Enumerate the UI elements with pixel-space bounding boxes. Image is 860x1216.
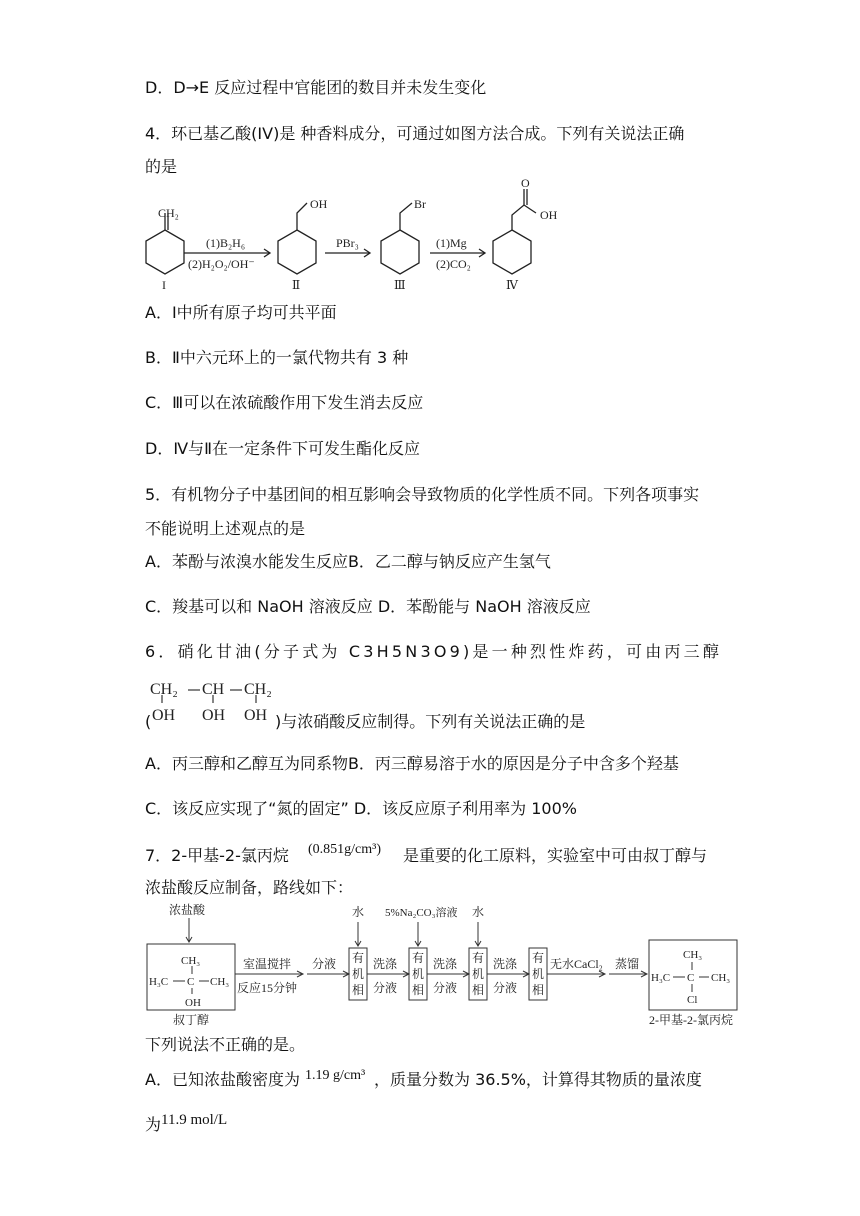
q6-stem-line1: 6．硝化甘油(分子式为 C3H5N3O9)是一种烈性炸药，可由丙三醇 bbox=[145, 642, 723, 661]
glycerol-ch: CH bbox=[202, 681, 225, 698]
hcl-label: 浓盐酸 bbox=[169, 903, 206, 917]
step1-bottom: (2)H₂O₂/OH⁻ bbox=[188, 257, 255, 271]
organic-4-c: 相 bbox=[532, 983, 545, 997]
q4-option-d: D．Ⅳ与Ⅱ在一定条件下可发生酯化反应 bbox=[145, 439, 420, 458]
start-name: 叔丁醇 bbox=[173, 1013, 210, 1027]
q5-options-cd: C．羧基可以和 NaOH 溶液反应 D．苯酚能与 NaOH 溶液反应 bbox=[145, 597, 591, 616]
start-c: C bbox=[187, 976, 195, 988]
q4-stem-line2: 的是 bbox=[145, 157, 178, 176]
q4-reaction-scheme bbox=[140, 175, 600, 295]
start-oh: OH bbox=[185, 997, 201, 1009]
q7-option-a-line1b: ，质量分数为 36.5%，计算得其物质的量浓度 bbox=[374, 1070, 702, 1089]
q5-stem-line2: 不能说明上述观点的是 bbox=[145, 519, 306, 538]
q4-stem-line1: 4．环已基乙酸(IV)是 种香料成分，可通过如图方法合成。下列有关说法正确 bbox=[145, 124, 685, 143]
q7-stem-line1b: 是重要的化工原料，实验室中可由叔丁醇与 bbox=[403, 846, 708, 865]
q7-option-a-line2a: 为 bbox=[145, 1115, 162, 1134]
step-stir: 室温搅拌 bbox=[243, 957, 292, 971]
organic-2-a: 有 bbox=[412, 951, 425, 965]
product-c: C bbox=[687, 972, 695, 984]
product-ch3: CH₃ bbox=[683, 949, 703, 961]
o-label: O bbox=[521, 176, 530, 190]
organic-3-c: 相 bbox=[472, 983, 485, 997]
q7-flow-chart bbox=[145, 900, 760, 1030]
label-ii: Ⅱ bbox=[292, 278, 301, 292]
organic-4-b: 机 bbox=[532, 967, 545, 981]
sep-2: 分液 bbox=[433, 981, 458, 995]
q5-options-ab: A．苯酚与浓溴水能发生反应B．乙二醇与钠反应产生氢气 bbox=[145, 552, 551, 571]
step2-top: PBr₃ bbox=[336, 236, 359, 250]
start-ch3: CH₃ bbox=[181, 955, 201, 967]
glycerol-ch2-left: CH₂ bbox=[150, 681, 178, 698]
q6-stem-line2: )与浓硝酸反应制得。下列有关说法正确的是 bbox=[275, 712, 586, 731]
label-i: I bbox=[162, 278, 166, 292]
ring-i bbox=[146, 230, 184, 274]
distill-label: 蒸馏 bbox=[615, 957, 640, 971]
glycerol-oh-3: OH bbox=[244, 707, 268, 724]
q7-stem-line1a: 7．2-甲基-2-氯丙烷 bbox=[145, 846, 289, 865]
glycerol-oh-2: OH bbox=[202, 707, 226, 724]
step1-top: (1)B₂H₆ bbox=[206, 236, 246, 250]
q6-paren-open: ( bbox=[145, 712, 152, 731]
q5-stem-line1: 5．有机物分子中基团间的相互影响会导致物质的化学性质不同。下列各项事实 bbox=[145, 485, 700, 504]
q7-option-a-density: 1.19 g/cm³ bbox=[305, 1068, 366, 1083]
organic-4-a: 有 bbox=[532, 951, 545, 965]
water-1: 水 bbox=[352, 905, 365, 919]
product-name: 2-甲基-2-氯丙烷 bbox=[649, 1013, 733, 1027]
step3-bottom: (2)CO₂ bbox=[436, 257, 471, 271]
q6-options-ab: A．丙三醇和乙醇互为同系物B．丙三醇易溶于水的原因是分子中含多个羟基 bbox=[145, 754, 679, 773]
wash-1: 洗涤 bbox=[373, 957, 398, 971]
q7-density: (0.851g/cm³) bbox=[308, 842, 382, 857]
glycerol-oh-1: OH bbox=[152, 707, 176, 724]
organic-1-c: 相 bbox=[352, 983, 365, 997]
organic-1-a: 有 bbox=[352, 951, 365, 965]
label-iv: Ⅳ bbox=[506, 278, 518, 292]
drying-label: 无水CaCl₂ bbox=[550, 957, 603, 971]
q3-option-d: D．D→E 反应过程中官能团的数目并未发生变化 bbox=[145, 78, 487, 97]
sep-1: 分液 bbox=[373, 981, 398, 995]
q4-option-a: A．Ⅰ中所有原子均可共平面 bbox=[145, 303, 337, 322]
water-2: 水 bbox=[472, 905, 485, 919]
product-cl: Cl bbox=[687, 994, 698, 1006]
sep-3: 分液 bbox=[493, 981, 518, 995]
wash-3: 洗涤 bbox=[493, 957, 518, 971]
organic-3-b: 机 bbox=[472, 967, 485, 981]
label-iii: Ⅲ bbox=[394, 278, 406, 292]
organic-3-a: 有 bbox=[472, 951, 485, 965]
wash-2: 洗涤 bbox=[433, 957, 458, 971]
step3-top: (1)Mg bbox=[436, 236, 467, 250]
glycerol-ch2-right: CH₂ bbox=[244, 681, 272, 698]
q7-stem-line2: 浓盐酸反应制备，路线如下： bbox=[145, 878, 354, 897]
na2co3-label: 5%Na₂CO₃溶液 bbox=[385, 907, 458, 919]
start-h3c: H₃C bbox=[149, 976, 169, 988]
q4-option-b: B．Ⅱ中六元环上的一氯代物共有 3 种 bbox=[145, 348, 409, 367]
organic-1-b: 机 bbox=[352, 967, 365, 981]
organic-2-c: 相 bbox=[412, 983, 425, 997]
q6-options-cd: C．该反应实现了“氮的固定” D．该反应原子利用率为 100% bbox=[145, 799, 577, 818]
br-label: Br bbox=[414, 197, 426, 211]
start-ch3-right: CH₃ bbox=[210, 976, 230, 988]
oh-label-ii: OH bbox=[310, 197, 328, 211]
step-react: 反应15分钟 bbox=[237, 981, 298, 995]
product-ch3-right: CH₃ bbox=[711, 972, 731, 984]
oh-label-iv: OH bbox=[540, 208, 558, 222]
glycerol-structure bbox=[148, 676, 278, 726]
step-separate: 分液 bbox=[312, 957, 337, 971]
q7-after-flow: 下列说法不正确的是。 bbox=[145, 1035, 306, 1054]
ch2-label: CH₂ bbox=[158, 206, 179, 220]
q4-option-c: C．Ⅲ可以在浓硫酸作用下发生消去反应 bbox=[145, 393, 424, 412]
organic-2-b: 机 bbox=[412, 967, 425, 981]
q7-option-a-line1a: A．已知浓盐酸密度为 bbox=[145, 1070, 300, 1089]
q7-option-a-conc: 11.9 mol/L bbox=[161, 1112, 228, 1128]
product-h3c: H₃C bbox=[651, 972, 671, 984]
